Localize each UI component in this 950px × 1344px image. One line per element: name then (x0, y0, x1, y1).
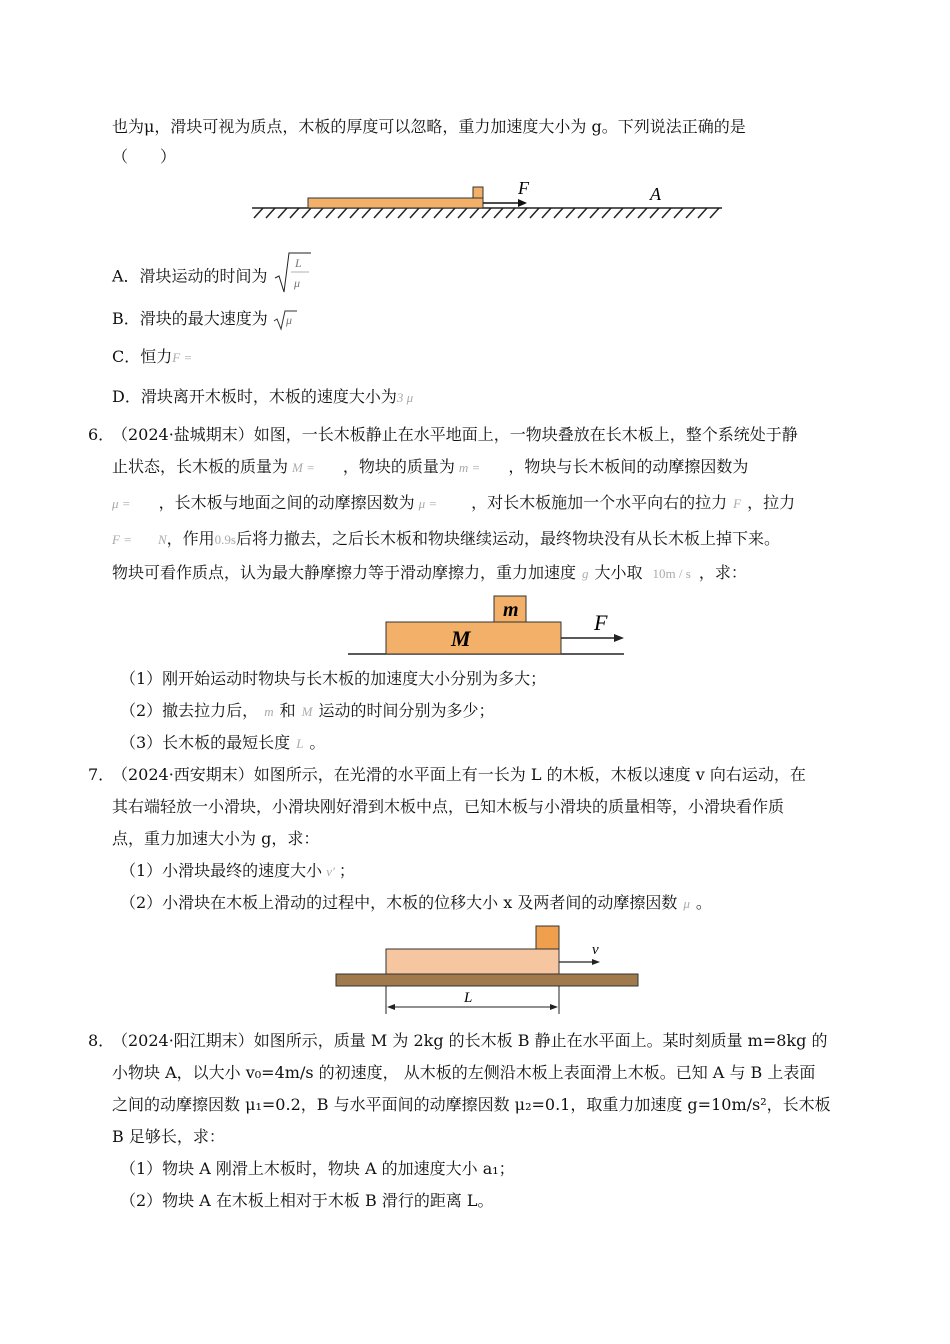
q6-sub2c: 运动的时间分别为多少； (318, 701, 495, 720)
q7-line3: 点，重力加速大小为 g，求： (112, 829, 320, 848)
q6-board-M (386, 622, 561, 654)
q7-slider (536, 926, 559, 949)
q6-sub3b: 。 (309, 733, 326, 752)
sqrt-icon (273, 309, 299, 331)
q8-line2: 小物块 A，以大小 v₀=4m/s 的初速度， 从木板的左侧沿木板上表面滑上木板。已知 A 与 B 上表面 (112, 1063, 816, 1082)
q6-sub2-M: M (301, 704, 313, 719)
q5-option-d-tail: 3 μ (396, 390, 414, 405)
q7-velocity-label: v (592, 942, 599, 958)
q5-figure (250, 180, 730, 220)
sqrt-fraction-icon (273, 250, 313, 296)
q6-mass-m: m = (458, 460, 481, 475)
q6-sub2 (120, 700, 494, 723)
q5-answer-paren: （ ） (112, 147, 177, 166)
q6-block-m-label: m (503, 599, 519, 621)
q6-mu2: μ = (418, 496, 438, 511)
q7-line1: （2024·西安期末）如图所示，在光滑的水平面上有一长为 L 的木板，木板以速度 v 向右运动，在 (112, 765, 806, 784)
q8-line4: B 足够长，求： (112, 1127, 225, 1146)
q5-board (308, 198, 483, 208)
q7-number: 7． (88, 765, 115, 784)
q6-line3f: ，拉力 (747, 493, 796, 512)
q6-time: 0.9s (214, 532, 236, 547)
q6-line2b: ，物块的质量为 (342, 457, 455, 476)
q6-line5b: 大小取 (594, 563, 643, 582)
q7-sub2a: （2）小滑块在木板上滑动的过程中，木板的位移大小 x 及两者间的动摩擦因数 (120, 893, 678, 912)
q6-F-value: F = (112, 532, 132, 547)
q5-option-c (112, 346, 192, 369)
q7-figure (334, 924, 644, 1014)
q6-line5c: ，求： (698, 563, 747, 582)
q5-stem-line: 也为μ，滑块可视为质点，木板的厚度可以忽略，重力加速度大小为 g。下列说法正确的是 (112, 117, 746, 136)
q6-line1: （2024·盐城期末）如图，一长木板静止在水平地面上，一物块叠放在长木板上，整个系统处于静 (112, 425, 798, 444)
ground-hatch (252, 208, 722, 218)
q5-option-d-text: D．滑块离开木板时，木板的速度大小为 (112, 387, 397, 406)
q7-sub1a: （1）小滑块最终的速度大小 (120, 861, 323, 880)
q5-point-label: A (650, 184, 661, 204)
q5-option-b-rad: μ (285, 312, 292, 327)
q5-option-d (112, 386, 413, 409)
q6-board-M-label: M (451, 626, 471, 651)
q6-line2 (112, 456, 748, 479)
q8-number: 8． (88, 1031, 115, 1050)
q5-option-c-text: C．恒力 (112, 347, 173, 366)
q7-sub2b: 。 (695, 893, 712, 912)
q8-sub2: （2）物块 A 在木板上相对于木板 B 滑行的距离 L。 (120, 1191, 494, 1210)
q6-line3 (112, 492, 795, 515)
q6-line5 (112, 562, 747, 585)
q8-line3: 之间的动摩擦因数 μ₁=0.2，B 与水平面间的动摩擦因数 μ₂=0.1，取重力加速度 g=10m/s²，长木板 (112, 1095, 831, 1114)
q5-option-c-tail: F = (172, 350, 193, 365)
q8-line1: （2024·阳江期末）如图所示，质量 M 为 2kg 的长木板 B 静止在水平面上。某时刻质量 m=8kg 的 (112, 1031, 828, 1050)
q6-g-symbol: g (582, 566, 589, 581)
q6-sub2b: 和 (279, 701, 296, 720)
q7-sub2-mu: μ (683, 896, 690, 911)
q5-option-a-top: L (294, 256, 302, 270)
q6-line3b: ，长木板与地面之间的动摩擦因数为 (158, 493, 415, 512)
q6-line5a: 物块可看作质点，认为最大静摩擦力等于滑动摩擦力，重力加速度 (112, 563, 577, 582)
q5-option-a (112, 254, 313, 300)
q6-g-value: 10m / s (652, 566, 691, 581)
q5-force-label: F (518, 178, 529, 198)
q7-length-label: L (464, 990, 473, 1006)
q5-option-a-bottom: μ (293, 276, 300, 290)
q6-line2c: ，物块与长木板间的动摩擦因数为 (508, 457, 749, 476)
q6-F-symbol: F (733, 496, 742, 511)
q6-mass-M: M = (292, 460, 315, 475)
q6-line3d: ，对长木板施加一个水平向右的拉力 (471, 493, 728, 512)
q6-force-label: F (594, 610, 608, 635)
q6-line4 (112, 528, 780, 551)
q6-sub2-m: m (264, 704, 274, 719)
q6-F-unit: N (157, 532, 167, 547)
q6-line4b: ，作用 (166, 529, 215, 548)
q6-number: 6． (88, 425, 115, 444)
q6-sub3 (120, 732, 325, 755)
q5-option-b (112, 308, 299, 331)
q6-sub3a: （3）长木板的最短长度 (120, 733, 291, 752)
q7-sub1b: ； (338, 861, 355, 880)
q7-sub1-v: v′ (326, 864, 335, 879)
q7-line2: 其右端轻放一小滑块，小滑块刚好滑到木板中点，已知木板与小滑块的质量相等，小滑块看作质 (112, 797, 785, 816)
q6-line4c: 后将力撤去，之后长木板和物块继续运动，最终物块没有从长木板上掉下来。 (235, 529, 780, 548)
q7-surface (336, 974, 638, 986)
q5-slider (473, 187, 483, 198)
q5-option-a-text: A．滑块运动的时间为 (112, 266, 268, 286)
q6-figure (348, 594, 628, 656)
q7-sub1 (120, 860, 355, 883)
q7-board (386, 949, 559, 974)
q8-sub1: （1）物块 A 刚滑上木板时，物块 A 的加速度大小 a₁； (120, 1159, 515, 1178)
q7-sub2 (120, 892, 712, 915)
q6-mu1: μ = (112, 496, 131, 511)
q6-sub1: （1）刚开始运动时物块与长木板的加速度大小分别为多大； (120, 669, 547, 688)
q6-sub3-L: L (296, 736, 304, 751)
q6-line2a: 止状态，长木板的质量为 (112, 457, 289, 476)
q5-option-b-text: B．滑块的最大速度为 (112, 309, 268, 328)
q6-sub2a: （2）撤去拉力后， (120, 701, 259, 720)
